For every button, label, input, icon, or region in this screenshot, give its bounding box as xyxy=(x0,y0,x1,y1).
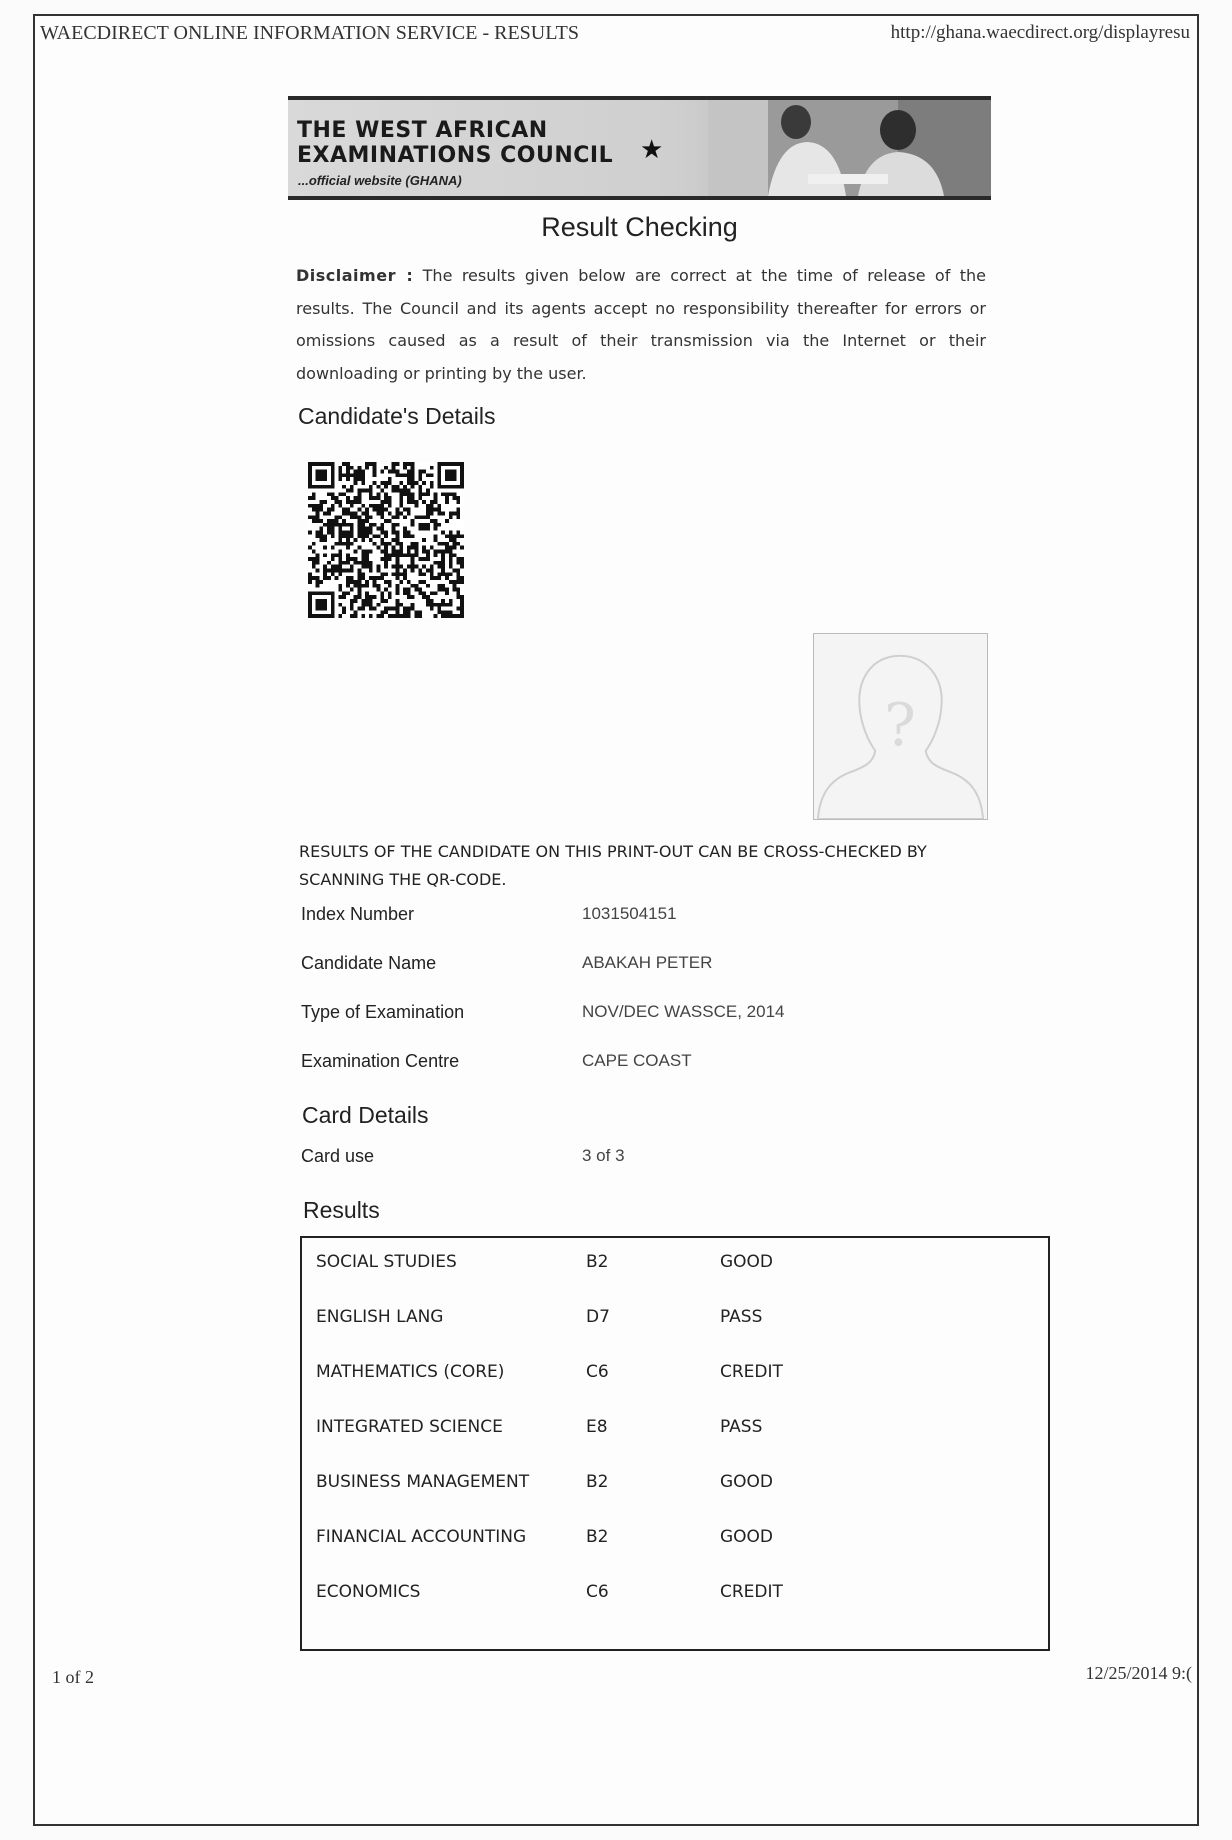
card-use-value: 3 of 3 xyxy=(582,1146,625,1165)
result-subject: INTEGRATED SCIENCE xyxy=(316,1417,503,1437)
exam-centre-value: CAPE COAST xyxy=(582,1051,692,1070)
org-name-line2: EXAMINATIONS COUNCIL xyxy=(297,143,614,168)
result-row xyxy=(316,1527,1036,1557)
card-details-heading: Card Details xyxy=(302,1102,429,1128)
result-remark: GOOD xyxy=(720,1472,774,1492)
result-remark: PASS xyxy=(720,1307,763,1327)
result-remark: CREDIT xyxy=(720,1582,783,1602)
results-heading: Results xyxy=(303,1197,380,1223)
disclaimer-label: Disclaimer : xyxy=(296,266,414,285)
disclaimer-text: The results given below are correct at the time of release of the results. The Council and its agents accept no responsibility thereafter for errors or omissions caused as a result of their transmission via the Internet or their downloading or printing by the user. xyxy=(296,266,987,383)
print-header-url: http://ghana.waecdirect.org/displayresu xyxy=(890,22,1190,43)
result-grade: C6 xyxy=(586,1582,609,1602)
result-row xyxy=(316,1417,1036,1447)
result-row xyxy=(316,1582,1036,1612)
result-row xyxy=(316,1472,1036,1502)
result-subject: MATHEMATICS (CORE) xyxy=(316,1362,505,1382)
candidate-photo-placeholder xyxy=(813,633,988,820)
result-remark: CREDIT xyxy=(720,1362,783,1382)
print-header-title: WAECDIRECT ONLINE INFORMATION SERVICE - RESULTS xyxy=(40,22,579,44)
result-row xyxy=(316,1252,1036,1282)
qr-crosscheck-note: RESULTS OF THE CANDIDATE ON THIS PRINT-OUT CAN BE CROSS-CHECKED BY SCANNING THE QR-CODE. xyxy=(299,842,927,889)
org-name xyxy=(297,118,627,168)
waec-banner xyxy=(288,96,991,200)
index-number-label: Index Number xyxy=(301,904,415,924)
result-remark: GOOD xyxy=(720,1252,774,1272)
page-title: Result Checking xyxy=(541,212,738,242)
candidate-details-heading: Candidate's Details xyxy=(298,403,496,429)
result-remark: PASS xyxy=(720,1417,763,1437)
result-subject: ENGLISH LANG xyxy=(316,1307,444,1327)
exam-type-value: NOV/DEC WASSCE, 2014 xyxy=(582,1002,785,1021)
index-number-value: 1031504151 xyxy=(582,904,677,923)
org-subtitle: ...official website (GHANA) xyxy=(298,173,462,188)
svg-text:?: ? xyxy=(884,689,916,759)
disclaimer xyxy=(296,260,986,390)
students-photo xyxy=(708,100,991,196)
result-subject: BUSINESS MANAGEMENT xyxy=(316,1472,530,1492)
results-table xyxy=(300,1236,1050,1651)
result-subject: FINANCIAL ACCOUNTING xyxy=(316,1527,527,1547)
result-row xyxy=(316,1362,1036,1392)
qr-code[interactable] xyxy=(308,457,464,623)
result-grade: C6 xyxy=(586,1362,609,1382)
result-grade: D7 xyxy=(586,1307,610,1327)
print-timestamp: 12/25/2014 9:( xyxy=(1085,1663,1192,1683)
exam-centre-label: Examination Centre xyxy=(301,1051,460,1071)
org-name-line1: THE WEST AFRICAN xyxy=(297,118,548,143)
candidate-name-value: ABAKAH PETER xyxy=(582,953,713,972)
result-row xyxy=(316,1307,1036,1337)
result-grade: B2 xyxy=(586,1472,609,1492)
candidate-name-label: Candidate Name xyxy=(301,953,437,973)
result-remark: GOOD xyxy=(720,1527,774,1547)
print-page-number: 1 of 2 xyxy=(52,1667,94,1687)
result-grade: E8 xyxy=(586,1417,608,1437)
result-grade: B2 xyxy=(586,1527,609,1547)
result-subject: SOCIAL STUDIES xyxy=(316,1252,457,1272)
result-grade: B2 xyxy=(586,1252,609,1272)
star-icon: ★ xyxy=(640,134,664,164)
card-use-label: Card use xyxy=(301,1146,375,1166)
exam-type-label: Type of Examination xyxy=(301,1002,465,1022)
result-subject: ECONOMICS xyxy=(316,1582,421,1602)
